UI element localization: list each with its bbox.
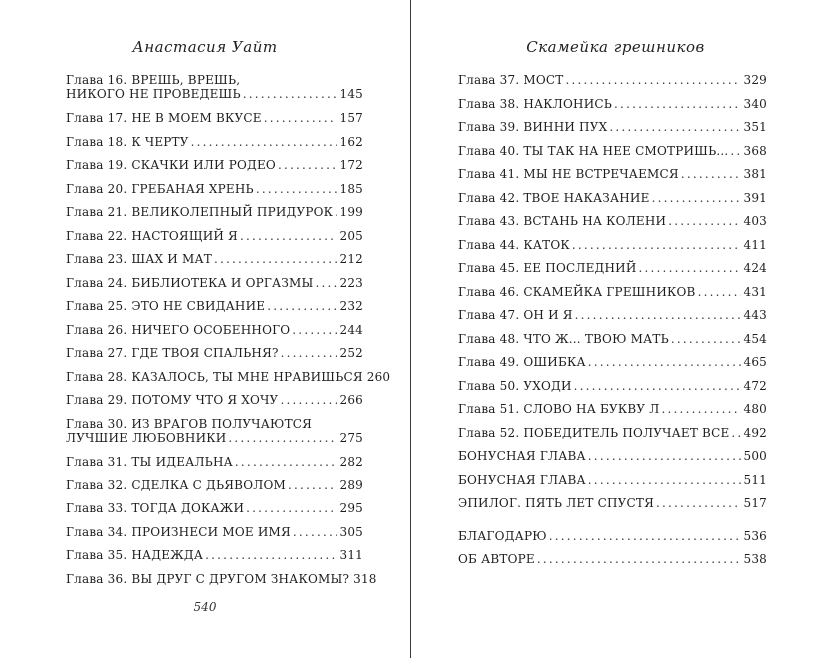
- toc-entry: [458, 97, 767, 111]
- dot-leader: [316, 276, 338, 290]
- dot-leader: [652, 191, 742, 205]
- toc-entry-page-number: 162: [339, 135, 363, 149]
- dot-leader: [288, 478, 338, 492]
- toc-entry-page-number: 260: [366, 370, 391, 384]
- toc-entry-page-number: 424: [743, 261, 767, 275]
- toc-entry-page-number: 536: [743, 529, 767, 543]
- toc-entry-title: БЛАГОДАРЮ: [458, 529, 547, 543]
- toc-entry-title: ЛУЧШИЕ ЛЮБОВНИКИ: [66, 431, 227, 445]
- toc-entry-page-number: 431: [743, 285, 767, 299]
- toc-entry-title: Глава 23. ШАХ И МАТ: [66, 252, 212, 266]
- toc-entry-page-number: 538: [743, 552, 767, 566]
- toc-entry-title: Глава 40. ТЫ ТАК НА НЕЕ СМОТРИШЬ...: [458, 144, 729, 158]
- toc-entry-title: Глава 47. ОН И Я: [458, 308, 573, 322]
- dot-leader: [614, 97, 741, 111]
- toc-entry: [66, 252, 363, 266]
- dot-leader: [656, 496, 741, 510]
- toc-entry: [458, 529, 767, 543]
- toc-entry-title: Глава 32. СДЕЛКА С ДЬЯВОЛОМ: [66, 478, 286, 492]
- dot-leader: [537, 552, 742, 566]
- toc-entry-page-number: 266: [339, 393, 363, 407]
- toc-entry: [458, 332, 767, 346]
- toc-entry: [66, 455, 363, 469]
- dot-leader: [235, 455, 338, 469]
- dot-leader: [214, 252, 338, 266]
- toc-entry-page-number: 311: [339, 548, 363, 562]
- toc-entry-title: Глава 43. ВСТАНЬ НА КОЛЕНИ: [458, 214, 667, 228]
- toc-entry-title-line: Глава 30. ИЗ ВРАГОВ ПОЛУЧАЮТСЯ: [66, 417, 313, 431]
- toc-entry: [458, 144, 767, 158]
- toc-entry-title: Глава 21. ВЕЛИКОЛЕПНЫЙ ПРИДУРОК: [66, 205, 334, 219]
- toc-entry: [66, 73, 363, 101]
- toc-entry-title: Глава 41. МЫ НЕ ВСТРЕЧАЕМСЯ: [458, 167, 679, 181]
- toc-entry: [458, 214, 767, 228]
- toc-entry-title: Глава 25. ЭТО НЕ СВИДАНИЕ: [66, 299, 266, 313]
- toc-entry-page-number: 492: [743, 426, 767, 440]
- toc-entry-page-number: 223: [339, 276, 363, 290]
- dot-leader: [588, 473, 742, 487]
- toc-entry: [66, 276, 363, 290]
- toc-entry-page-number: 289: [339, 478, 363, 492]
- toc-entry-page-number: 275: [339, 431, 363, 445]
- toc-entry-page-number: 411: [743, 238, 767, 252]
- toc-entry-page-number: 443: [743, 308, 767, 322]
- toc-entry: [458, 449, 767, 463]
- right-page: [411, 0, 820, 658]
- toc-entry: [458, 379, 767, 393]
- toc-entry-title: Глава 19. СКАЧКИ ИЛИ РОДЕО: [66, 158, 276, 172]
- toc-entry: [458, 191, 767, 205]
- toc-entry-title: Глава 20. ГРЕБАНАЯ ХРЕНЬ: [66, 182, 254, 196]
- toc-entry-title: Глава 27. ГДЕ ТВОЯ СПАЛЬНЯ?: [66, 346, 279, 360]
- toc-entry: [66, 370, 391, 384]
- toc-entry-title: НИКОГО НЕ ПРОВЕДЕШЬ: [66, 87, 241, 101]
- toc-entry: [66, 158, 363, 172]
- toc-entry: [458, 285, 767, 299]
- toc-entry: [66, 346, 363, 360]
- toc-entry-title: Глава 45. ЕЕ ПОСЛЕДНИЙ: [458, 261, 637, 275]
- toc-entry: [66, 548, 363, 562]
- toc-entry-title: Глава 26. НИЧЕГО ОСОБЕННОГО: [66, 323, 291, 337]
- toc-entry: [66, 393, 363, 407]
- dot-leader: [671, 332, 742, 346]
- toc-entry: [66, 572, 377, 586]
- dot-leader: [681, 167, 742, 181]
- toc-entry-title: Глава 34. ПРОИЗНЕСИ МОЕ ИМЯ: [66, 525, 291, 539]
- page-number: 540: [193, 600, 217, 614]
- toc-entry-title: Глава 44. КАТОК: [458, 238, 570, 252]
- toc-entry-page-number: 403: [743, 214, 767, 228]
- toc-entry-title: Глава 42. ТВОЕ НАКАЗАНИЕ: [458, 191, 650, 205]
- dot-leader: [639, 261, 742, 275]
- toc-entry-title-line: Глава 16. ВРЕШЬ, ВРЕШЬ,: [66, 73, 241, 87]
- dot-leader: [256, 182, 338, 196]
- toc-entry-page-number: 244: [339, 323, 363, 337]
- toc-entry-title: Глава 49. ОШИБКА: [458, 355, 586, 369]
- left-page-header-author: Анастасия Уайт: [132, 38, 278, 56]
- toc-entry: [458, 355, 767, 369]
- toc-entry: [66, 299, 363, 313]
- toc-entry-page-number: 500: [743, 449, 767, 463]
- toc-entry-title: Глава 50. УХОДИ: [458, 379, 572, 393]
- dot-leader: [292, 323, 337, 337]
- dot-leader: [609, 120, 741, 134]
- toc-entry-title: Глава 17. НЕ В МОЕМ ВКУСЕ: [66, 111, 262, 125]
- dot-leader: [205, 548, 337, 562]
- toc-entry: [66, 205, 363, 219]
- dot-leader: [730, 144, 741, 158]
- toc-entry-page-number: 517: [743, 496, 767, 510]
- dot-leader: [335, 205, 337, 219]
- dot-leader: [588, 449, 742, 463]
- toc-entry-page-number: 295: [339, 501, 363, 515]
- toc-entry-page-number: 185: [339, 182, 363, 196]
- toc-entry-page-number: 252: [339, 346, 363, 360]
- toc-entry: [66, 478, 363, 492]
- dot-leader: [264, 111, 338, 125]
- toc-entry-page-number: 511: [743, 473, 767, 487]
- dot-leader: [668, 214, 741, 228]
- toc-entry-page-number: 282: [339, 455, 363, 469]
- toc-entry: [458, 73, 767, 87]
- toc-list-right: [411, 0, 820, 658]
- toc-entry: [66, 229, 363, 243]
- toc-entry-title: БОНУСНАЯ ГЛАВА: [458, 473, 586, 487]
- toc-entry: [66, 135, 363, 149]
- toc-entry-page-number: 351: [743, 120, 767, 134]
- toc-entry: [458, 552, 767, 566]
- toc-entry-title: Глава 18. К ЧЕРТУ: [66, 135, 189, 149]
- dot-leader: [280, 393, 337, 407]
- toc-entry-page-number: 391: [743, 191, 767, 205]
- toc-entry-page-number: 381: [743, 167, 767, 181]
- dot-leader: [281, 346, 338, 360]
- toc-entry-page-number: 480: [743, 402, 767, 416]
- toc-entry-title: Глава 33. ТОГДА ДОКАЖИ: [66, 501, 245, 515]
- toc-entry-title: Глава 28. КАЗАЛОСЬ, ТЫ МНЕ НРАВИШЬСЯ: [66, 370, 363, 384]
- toc-entry: [66, 111, 363, 125]
- toc-entry-page-number: 329: [743, 73, 767, 87]
- toc-entry: [458, 496, 767, 510]
- toc-entry-page-number: 172: [339, 158, 363, 172]
- dot-leader: [575, 308, 742, 322]
- toc-entry-page-number: 318: [353, 572, 377, 586]
- toc-entry: [458, 167, 767, 181]
- toc-entry: [458, 308, 767, 322]
- toc-entry-page-number: 340: [743, 97, 767, 111]
- dot-leader: [662, 402, 742, 416]
- toc-entry-title: Глава 31. ТЫ ИДЕАЛЬНА: [66, 455, 233, 469]
- toc-entry: [458, 120, 767, 134]
- dot-leader: [565, 73, 741, 87]
- toc-entry-page-number: 472: [743, 379, 767, 393]
- dot-leader: [267, 299, 337, 313]
- toc-entry: [458, 238, 767, 252]
- dot-leader: [240, 229, 338, 243]
- toc-entry: [458, 402, 767, 416]
- toc-entry-page-number: 305: [339, 525, 363, 539]
- toc-entry-title: Глава 29. ПОТОМУ ЧТО Я ХОЧУ: [66, 393, 279, 407]
- dot-leader: [698, 285, 742, 299]
- toc-entry: [66, 323, 363, 337]
- toc-entry-title: Глава 22. НАСТОЯЩИЙ Я: [66, 229, 238, 243]
- dot-leader: [293, 525, 338, 539]
- toc-entry: [458, 426, 767, 440]
- toc-entry-title: Глава 38. НАКЛОНИСЬ: [458, 97, 613, 111]
- toc-entry-title: Глава 52. ПОБЕДИТЕЛЬ ПОЛУЧАЕТ ВСЕ: [458, 426, 730, 440]
- toc-entry-page-number: 199: [339, 205, 363, 219]
- dot-leader: [574, 379, 742, 393]
- toc-entry: [66, 501, 363, 515]
- dot-leader: [228, 431, 337, 445]
- dot-leader: [572, 238, 742, 252]
- toc-entry: [458, 473, 767, 487]
- toc-entry-page-number: 465: [743, 355, 767, 369]
- toc-entry-page-number: 368: [743, 144, 767, 158]
- dot-leader: [588, 355, 742, 369]
- dot-leader: [731, 426, 741, 440]
- toc-entry-title: Глава 24. БИБЛИОТЕКА И ОРГАЗМЫ: [66, 276, 314, 290]
- toc-entry: [458, 261, 767, 275]
- toc-entry-title: Глава 35. НАДЕЖДА: [66, 548, 204, 562]
- dot-leader: [246, 501, 337, 515]
- toc-entry-title: Глава 36. ВЫ ДРУГ С ДРУГОМ ЗНАКОМЫ?: [66, 572, 350, 586]
- toc-entry: [66, 525, 363, 539]
- toc-entry-page-number: 454: [743, 332, 767, 346]
- toc-entry-title: БОНУСНАЯ ГЛАВА: [458, 449, 586, 463]
- toc-entry-title: Глава 48. ЧТО Ж... ТВОЮ МАТЬ: [458, 332, 669, 346]
- toc-entry-page-number: 205: [339, 229, 363, 243]
- toc-entry-page-number: 157: [339, 111, 363, 125]
- dot-leader: [549, 529, 742, 543]
- toc-entry-title: Глава 37. МОСТ: [458, 73, 564, 87]
- right-page-header-title: Скамейка грешников: [526, 38, 705, 56]
- dot-leader: [191, 135, 338, 149]
- toc-entry: [66, 182, 363, 196]
- toc-entry-title: Глава 46. СКАМЕЙКА ГРЕШНИКОВ: [458, 285, 696, 299]
- toc-entry-title: ЭПИЛОГ. ПЯТЬ ЛЕТ СПУСТЯ: [458, 496, 654, 510]
- dot-leader: [243, 87, 338, 101]
- dot-leader: [278, 158, 338, 172]
- toc-entry-title: Глава 39. ВИННИ ПУХ: [458, 120, 608, 134]
- toc-entry: [66, 417, 363, 445]
- toc-entry-title: Глава 51. СЛОВО НА БУКВУ Л: [458, 402, 660, 416]
- toc-entry-page-number: 232: [339, 299, 363, 313]
- toc-entry-page-number: 212: [339, 252, 363, 266]
- toc-entry-title: ОБ АВТОРЕ: [458, 552, 535, 566]
- toc-entry-page-number: 145: [339, 87, 363, 101]
